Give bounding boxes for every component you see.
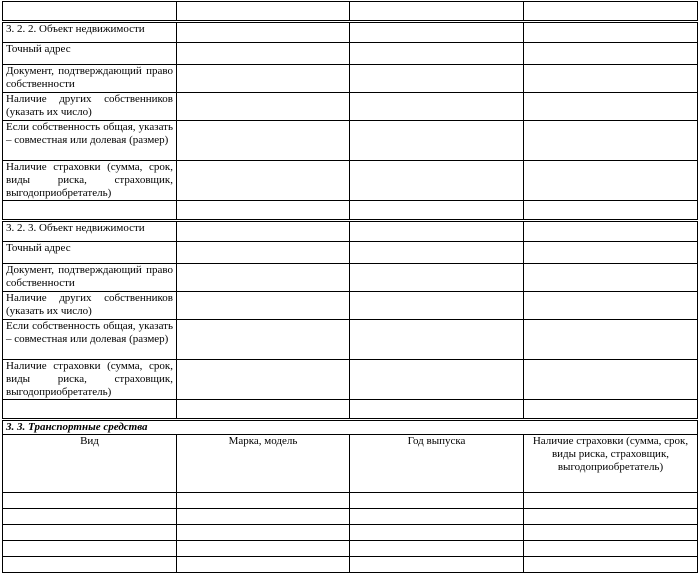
table-row (3, 292, 698, 320)
table-row (3, 22, 698, 43)
table-row (3, 541, 698, 557)
table-row (3, 161, 698, 201)
table-row (3, 43, 698, 65)
table-row (3, 525, 698, 541)
row-label: Точный адрес (3, 242, 177, 264)
row-label: Документ, подтверждающий право собственности (3, 264, 177, 292)
table-row (3, 201, 698, 221)
object-heading: 3. 2. 2. Объект недвижимости (3, 22, 177, 43)
row-label: Наличие других собственников (указать их число) (3, 93, 177, 121)
column-header-type: Вид (3, 435, 177, 493)
column-header-model: Марка, модель (177, 435, 350, 493)
column-header-year: Год выпуска (350, 435, 524, 493)
table-row (3, 557, 698, 573)
row-label: Наличие других собственников (указать их число) (3, 292, 177, 320)
row-label: Наличие страховки (сумма, срок, виды риска, страховщик, выгодоприобретатель) (3, 360, 177, 400)
object-heading: 3. 2. 3. Объект недвижимости (3, 221, 177, 242)
table-header-row (3, 435, 698, 493)
table-row (3, 2, 698, 22)
row-label: Документ, подтверждающий право собственности (3, 65, 177, 93)
table-row (3, 121, 698, 161)
table-row (3, 242, 698, 264)
table-row (3, 264, 698, 292)
table-row (3, 320, 698, 360)
column-header-insurance: Наличие страховки (сумма, срок, виды риска, страховщик, выгодоприобретатель) (524, 435, 698, 493)
table-row (3, 93, 698, 121)
table-row (3, 400, 698, 420)
row-label: Точный адрес (3, 43, 177, 65)
row-label: Если собственность общая, указать – совместная или долевая (размер) (3, 320, 177, 360)
section-title-row (3, 420, 698, 435)
table-row (3, 65, 698, 93)
table-row (3, 221, 698, 242)
table-row (3, 509, 698, 525)
table-row (3, 493, 698, 509)
section-title: 3. 3. Транспортные средства (3, 420, 698, 435)
property-form-table (2, 1, 698, 573)
table-row (3, 360, 698, 400)
row-label: Наличие страховки (сумма, срок, виды риска, страховщик, выгодоприобретатель) (3, 161, 177, 201)
row-label: Если собственность общая, указать – совместная или долевая (размер) (3, 121, 177, 161)
